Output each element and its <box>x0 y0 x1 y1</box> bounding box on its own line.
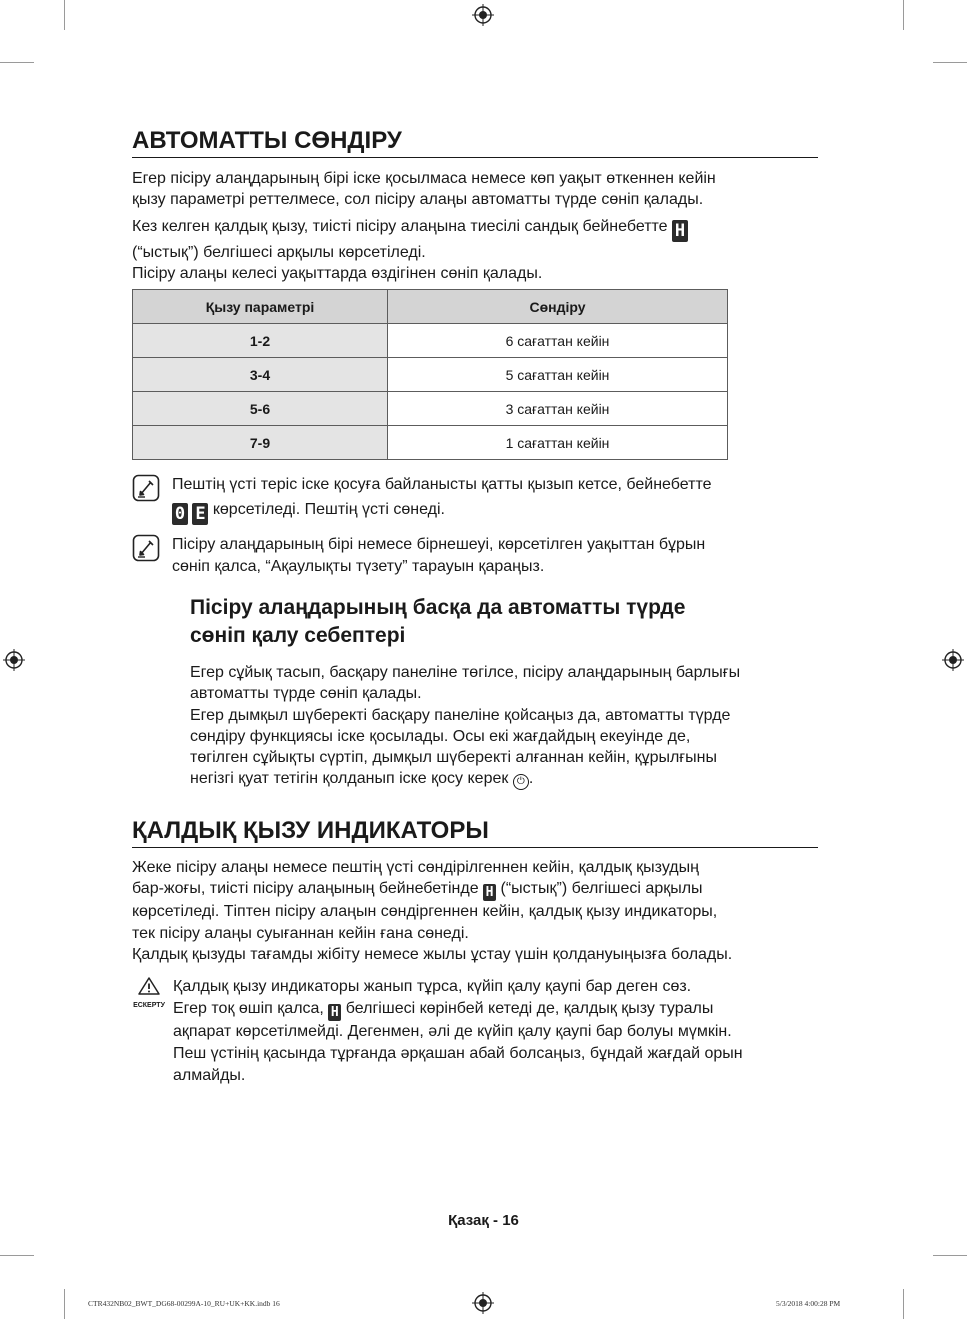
print-timestamp: 5/3/2018 4:00:28 PM <box>776 1299 841 1308</box>
subsection-title: Пісіру алаңдарының басқа да автоматты түрде сөніп қалу себептері <box>190 596 686 647</box>
auto-off-intro: Егер пісіру алаңдарының бірі іске қосылмаса немесе көп уақыт өткеннен кейін қызу параметрі реттелмесе, сол пісіру алаңы автоматты түрде сөніп қалады. <box>132 170 716 209</box>
shutoff-time-cell: 5 сағаттан кейін <box>388 358 728 392</box>
warning-label: ЕСКЕРТУ <box>133 1002 165 1009</box>
file-slug: CTR432NB02_BWT_DG68-00299A-10_RU+UK+KK.indb 16 <box>88 1299 280 1308</box>
power-icon: ⏻ <box>513 774 529 790</box>
crop-mark <box>64 0 65 30</box>
heat-level-cell: 5-6 <box>133 392 388 426</box>
error-glyph-zero: 0 <box>172 503 188 525</box>
warning-triangle-icon <box>132 976 166 996</box>
error-glyph-e: E <box>192 503 208 525</box>
table-row <box>133 324 728 358</box>
crop-mark <box>0 1255 34 1256</box>
page-number: Қазақ - 16 <box>448 1212 519 1229</box>
warning-block-icon <box>132 976 166 1009</box>
crop-mark <box>933 62 967 63</box>
heat-level-cell: 7-9 <box>133 426 388 460</box>
table-header-heat-level: Қызу параметрі <box>133 290 388 324</box>
registration-mark-icon <box>3 649 25 671</box>
registration-mark-icon <box>942 649 964 671</box>
heat-level-cell: 3-4 <box>133 358 388 392</box>
table-row <box>133 392 728 426</box>
note-pencil-icon <box>132 534 160 562</box>
residual-heat-body: Жеке пісіру алаңы немесе пештің үсті сөндірілгеннен кейін, қалдық қызудың бар-жоғы, тиісті пісіру алаңының бейнебетінде H (“ыстық”) белгішесі арқылы көрсетіледі. Тіптен пісіру алаңын сөндіргеннен кейін, қалдық қызу индикаторы, тек пісіру алаңы суығаннан кейін ғана сөнеді. Қалдық қызуды тағамды жібіту немесе жылы ұстау үшін қолдануыңызға болады. <box>132 859 733 963</box>
table-header-row <box>133 290 728 324</box>
crop-mark <box>903 0 904 30</box>
warning-text: Қалдық қызу индикаторы жанып тұрса, күйіп қалу қаупі бар деген сөз. Егер тоқ өшіп қалса, H белгішесі көрінбей кетеді де, қалдық қызу туралы ақпарат көрсетілмейді. Дегенмен, әлі де күйіп қалу қаупі бар болуы мүмкін. Пеш үстінің қасында тұрғанда әрқашан абай болсаңыз, бұндай жағдай орын алмайды. <box>173 978 743 1084</box>
table-row <box>133 426 728 460</box>
crop-mark <box>903 1289 904 1319</box>
crop-mark <box>64 1289 65 1319</box>
crop-mark <box>0 62 34 63</box>
note-pencil-icon <box>132 474 160 502</box>
table-row <box>133 358 728 392</box>
table-header-shutoff: Сөндіру <box>388 290 728 324</box>
hot-indicator-glyph: H <box>483 884 496 901</box>
registration-mark-icon <box>472 1292 494 1314</box>
heat-level-cell: 1-2 <box>133 324 388 358</box>
hot-indicator-glyph: H <box>672 220 688 242</box>
section-title-residual-heat: ҚАЛДЫҚ ҚЫЗУ ИНДИКАТОРЫ <box>132 818 818 848</box>
registration-mark-icon <box>472 4 494 26</box>
shutoff-time-cell: 1 сағаттан кейін <box>388 426 728 460</box>
section-title-auto-off: АВТОМАТТЫ СӨНДІРУ <box>132 128 818 158</box>
hot-indicator-glyph: H <box>328 1004 341 1021</box>
crop-mark <box>933 1255 967 1256</box>
auto-off-table <box>132 289 728 460</box>
shutoff-time-cell: 6 сағаттан кейін <box>388 324 728 358</box>
shutoff-time-cell: 3 сағаттан кейін <box>388 392 728 426</box>
residual-heat-text: Кез келген қалдық қызу, тиісті пісіру алаңына тиесілі сандық бейнебетте H (“ыстық”) белгішесі арқылы көрсетіледі. Пісіру алаңы келесі уақыттарда өздігінен сөніп қалады. <box>132 216 822 285</box>
subsection-body: Егер сұйық тасып, басқару панеліне төгілсе, пісіру алаңдарының барлығы автоматты түрде сөніп қалады. Егер дымқыл шүберекті басқару панеліне қойсаңыз да, автоматты түрде сөндіру функциясы іске қосылады. Осы екі жағдайдың екеуінде де, төгілген сұйықты сүртіп, дымқыл шүберекті алғаннан кейін, құрылғыны негізгі қуат тетігін қолданып іске қосу керек ⏻ . <box>190 662 830 790</box>
